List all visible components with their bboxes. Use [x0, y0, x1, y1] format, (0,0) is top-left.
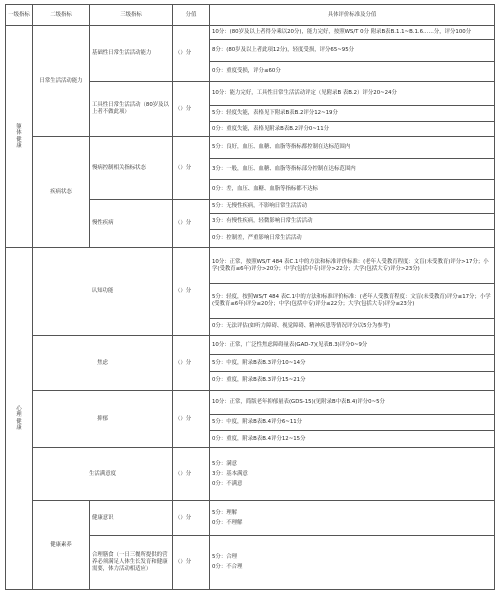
criteria-cell: 10分：正常，广泛性焦虑障碍量表(GAD-7)(见表B.3)评分0~9分 — [210, 335, 495, 354]
level2-satisfaction: 生活满意度 — [33, 448, 173, 501]
table-row — [6, 248, 495, 284]
score-cell[interactable]: （）分 — [173, 199, 210, 248]
score-cell[interactable]: （）分 — [173, 248, 210, 335]
score-cell[interactable]: （）分 — [173, 26, 210, 82]
criteria-line: 3分：基本满意 — [212, 471, 248, 478]
criteria-cell: 10分：正常，按照WS/T 484 表C.1中的方法和标准评价标准：(老年人受教育程度：文盲(未受教育)评分>17分；小学(受教育≤6年)评分>20分；中学(包括中专)评分>22分；大学(包括大专)评分>23分) — [210, 248, 495, 284]
level1-physical: 躯体健康 — [6, 26, 33, 248]
criteria-cell: 5分：轻度失能，表格见下附录B表B.2评分12~19分 — [210, 105, 495, 121]
level3-chronic-index: 慢病控制相关指标状态 — [90, 137, 173, 200]
table-row — [6, 448, 495, 501]
score-cell[interactable]: （）分 — [173, 82, 210, 137]
criteria-line: 0分：不合理 — [212, 564, 243, 571]
criteria-cell: 0分：无法评估(如听力障碍、视觉障碍、精神疾患等情况评分以5分为参考) — [210, 318, 495, 335]
header-criteria: 具体评价标准及分值 — [210, 5, 495, 26]
header-level3: 三级指标 — [90, 5, 173, 26]
header-level2: 二级指标 — [33, 5, 90, 26]
criteria-cell: 0分：差，血压、血糖、血脂等指标都不达标 — [210, 180, 495, 199]
score-cell[interactable]: （）分 — [173, 391, 210, 448]
criteria-cell: 10分：能力完好，工具性日常生活活动评定（见附录B 表B.2）评分20~24分 — [210, 82, 495, 106]
criteria-cell: 5分：中度，附录B表B.4评分6~11分 — [210, 414, 495, 430]
level3-chronic-disease: 慢性疾病 — [90, 199, 173, 248]
criteria-cell: 0分：重度，附录B表B.3评分15~21分 — [210, 371, 495, 390]
criteria-cell: 10分：(80岁及以上者得分乘以20分)，能力完好，按照WS/T 0分 附录B表B.1.1~B.1.6……分，评分100分 — [210, 26, 495, 40]
criteria-cell: 0分：重度，附录B表B.4评分12~15分 — [210, 430, 495, 447]
header-level1: 一级指标 — [6, 5, 33, 26]
level3-iadl: 工具性日常生活活动（80岁及以上者不做此项） — [90, 82, 173, 137]
score-cell[interactable]: （）分 — [173, 448, 210, 501]
table-row — [6, 391, 495, 415]
level3-badl: 基础性日常生活活动能力 — [90, 26, 173, 82]
criteria-cell: 5分：中度，附录B表B.3评分10~14分 — [210, 355, 495, 371]
criteria-cell: 5分：轻度，按照WS/T 484 表C.1中的方法和标准评价标准：(老年人受教育程度：文盲(未受教育)评分≤17分；小学(受教育≤6年)评分≤20分；中学(包括中专)评分≤22分；大学(包括大专)评分≤23分) — [210, 284, 495, 319]
score-cell[interactable]: （）分 — [173, 137, 210, 200]
criteria-line: 0分：不满意 — [212, 481, 243, 488]
level3-health-awareness: 健康意识 — [90, 501, 173, 536]
criteria-line: 0分：不理解 — [212, 519, 243, 526]
criteria-line: 5分：理解 — [212, 509, 237, 516]
table-header-row — [6, 5, 495, 26]
score-cell[interactable]: （）分 — [173, 501, 210, 536]
criteria-cell — [210, 535, 495, 589]
criteria-cell: 3分：一般，血压、血糖、血脂等指标部分控制在达标范围内 — [210, 158, 495, 180]
table-row — [6, 137, 495, 159]
criteria-cell: 5分：良好，血压、血糖、血脂等指标都控制在达标范围内 — [210, 137, 495, 159]
criteria-cell: 3分：有慢性疾病，轻微影响日常生活活动 — [210, 213, 495, 229]
level2-disease: 疾病状态 — [33, 137, 90, 248]
level2-depression: 抑郁 — [33, 391, 173, 448]
header-score: 分值 — [173, 5, 210, 26]
score-cell[interactable]: （）分 — [173, 535, 210, 589]
level3-diet: 合理膳食（一日三餐所提供的营养必须满足人体生长发育和健康需要，体力活动相适应） — [90, 535, 173, 589]
criteria-cell: 10分：正常，简版老年抑郁量表(GDS-15)(见附录B中表B.4)评分0~5分 — [210, 391, 495, 415]
score-cell[interactable]: （）分 — [173, 335, 210, 390]
level2-adl: 日常生活活动能力 — [33, 26, 90, 137]
criteria-line: 5分：满意 — [212, 461, 237, 468]
criteria-cell: 5分：无慢性疾病，不影响日常生活活动 — [210, 199, 495, 213]
criteria-cell: 8分：(80岁及以上者此项12分)，轻度受损，评分65~95分 — [210, 40, 495, 62]
table-row — [6, 335, 495, 354]
table-row — [6, 501, 495, 536]
assessment-table — [5, 4, 495, 590]
level1-mental: 心理健康 — [6, 248, 33, 590]
criteria-cell: 0分：控制差，严重影响日常生活活动 — [210, 230, 495, 248]
criteria-cell: 0分：重度失能，表格见附录B表B.2评分0~11分 — [210, 122, 495, 137]
level2-health-literacy: 健康素养 — [33, 501, 90, 590]
criteria-line: 5分：合理 — [212, 554, 237, 561]
criteria-cell: 0分：重度受损，评分≤60分 — [210, 61, 495, 82]
criteria-cell — [210, 501, 495, 536]
table-row — [6, 26, 495, 40]
level2-anxiety: 焦虑 — [33, 335, 173, 390]
criteria-cell — [210, 448, 495, 501]
level2-cognition: 认知功能 — [33, 248, 173, 335]
